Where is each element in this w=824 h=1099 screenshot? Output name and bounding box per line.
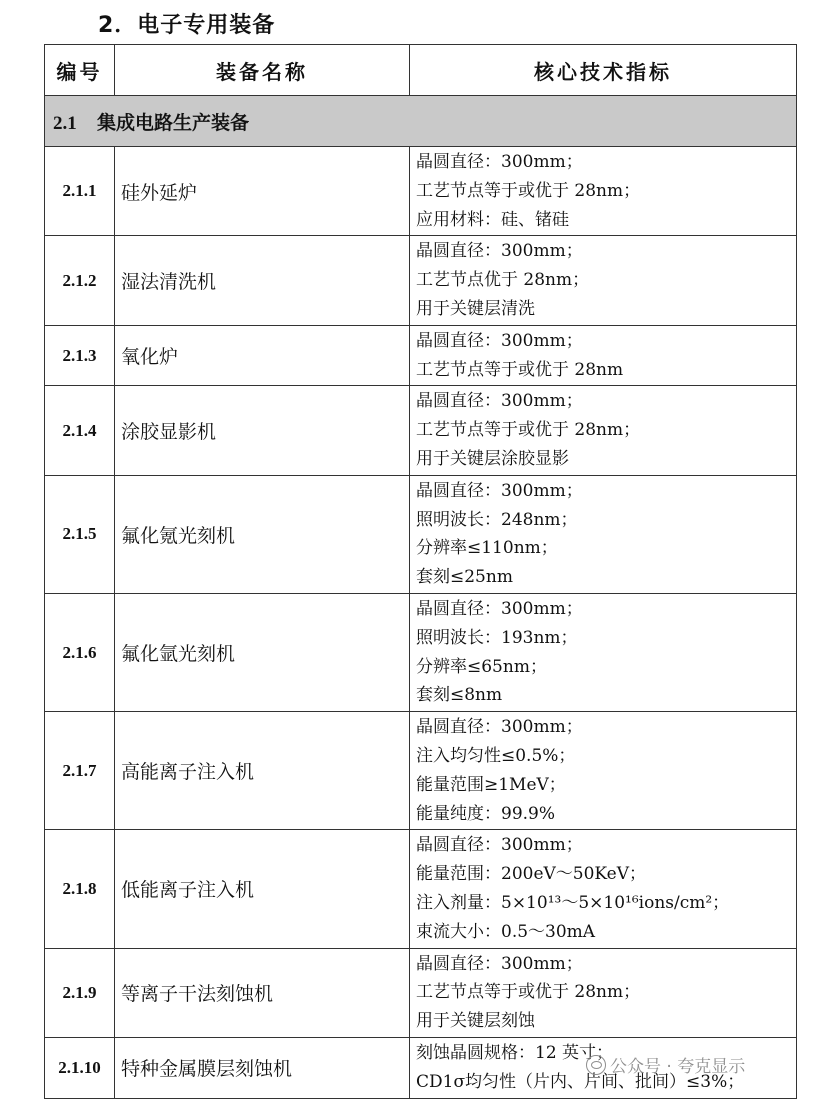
equipment-table [44, 44, 797, 1099]
row-specs [410, 593, 797, 711]
row-specs [410, 712, 797, 830]
spec-line: 分辨率≤65nm； [416, 656, 547, 677]
row-number: 2.1.10 [45, 1037, 115, 1098]
table-row [45, 712, 797, 830]
row-specs [410, 386, 797, 475]
row-number: 2.1.4 [45, 386, 115, 475]
spec-line: 用于关键层涂胶显影 [416, 448, 569, 469]
row-number: 2.1.7 [45, 712, 115, 830]
spec-line: 能量范围≥1MeV； [416, 774, 566, 795]
spec-line: 工艺节点优于 28nm； [416, 270, 590, 291]
spec-line: 用于关键层清洗 [416, 298, 535, 319]
spec-line: 照明波长：193nm； [416, 627, 578, 648]
row-equipment-name: 硅外延炉 [115, 147, 410, 236]
table-row [45, 386, 797, 475]
row-number: 2.1.8 [45, 830, 115, 948]
spec-line: 工艺节点等于或优于 28nm； [416, 180, 641, 201]
header-core-specs: 核心技术指标 [410, 45, 797, 96]
group-number: 2.1 [53, 112, 77, 134]
row-equipment-name: 低能离子注入机 [115, 830, 410, 948]
group-cell [45, 96, 797, 147]
spec-line: 工艺节点等于或优于 28nm [416, 359, 624, 380]
table-row [45, 325, 797, 386]
row-number: 2.1.1 [45, 147, 115, 236]
row-equipment-name: 湿法清洗机 [115, 236, 410, 325]
row-equipment-name: 特种金属膜层刻蚀机 [115, 1037, 410, 1098]
spec-line: 晶圆直径：300mm； [416, 152, 583, 172]
row-number: 2.1.2 [45, 236, 115, 325]
row-specs [410, 948, 797, 1037]
spec-line: 用于关键层刻蚀 [416, 1011, 535, 1032]
spec-line: 晶圆直径：300mm； [416, 598, 583, 619]
spec-line: 套刻≤25nm [416, 567, 513, 588]
row-equipment-name: 氟化氪光刻机 [115, 475, 410, 593]
spec-line: 工艺节点等于或优于 28nm； [416, 982, 641, 1003]
spec-line: 晶圆直径：300mm； [416, 241, 583, 262]
spec-line: 晶圆直径：300mm； [416, 717, 583, 738]
row-number: 2.1.6 [45, 593, 115, 711]
spec-line: 分辨率≤110nm； [416, 538, 558, 559]
row-specs [410, 830, 797, 948]
spec-line: 注入均匀性≤0.5%； [416, 745, 576, 766]
row-specs [410, 147, 797, 236]
row-number: 2.1.3 [45, 325, 115, 386]
spec-line: 套刻≤8nm [416, 685, 503, 706]
table-row [45, 830, 797, 948]
spec-line: 晶圆直径：300mm； [416, 480, 583, 501]
watermark-text: 公众号 · 夸克显示 [610, 1057, 746, 1077]
spec-line: CD1σ均匀性（片内、片间、批间）≤3%； [416, 1071, 745, 1092]
row-equipment-name: 高能离子注入机 [115, 712, 410, 830]
spec-line: 刻蚀晶圆规格：12 英寸； [416, 1042, 614, 1063]
table-row [45, 475, 797, 593]
spec-line: 束流大小：0.5～30mA [416, 921, 596, 942]
header-number: 编号 [45, 45, 115, 96]
spec-line: 晶圆直径：300mm； [416, 835, 583, 856]
spec-line: 应用材料：硅、锗硅 [416, 209, 569, 230]
wechat-icon [586, 1055, 606, 1075]
row-equipment-name: 氟化氩光刻机 [115, 593, 410, 711]
spec-line: 晶圆直径：300mm； [416, 953, 583, 974]
row-number: 2.1.9 [45, 948, 115, 1037]
row-specs [410, 475, 797, 593]
section-title: 2．电子专用装备 [98, 13, 276, 38]
row-equipment-name: 氧化炉 [115, 325, 410, 386]
watermark [586, 1052, 745, 1077]
row-specs [410, 325, 797, 386]
spec-line: 晶圆直径：300mm； [416, 330, 583, 351]
row-equipment-name: 涂胶显影机 [115, 386, 410, 475]
group-row [45, 96, 797, 147]
table-row [45, 593, 797, 711]
group-name: 集成电路生产装备 [97, 111, 250, 134]
spec-line: 能量范围：200eV～50KeV； [416, 864, 646, 885]
row-equipment-name: 等离子干法刻蚀机 [115, 948, 410, 1037]
table-row [45, 236, 797, 325]
table-row [45, 147, 797, 236]
row-specs [410, 236, 797, 325]
spec-line: 能量纯度：99.9% [416, 803, 556, 824]
table-row [45, 948, 797, 1037]
table-header-row [45, 45, 797, 96]
spec-line: 工艺节点等于或优于 28nm； [416, 420, 641, 441]
row-number: 2.1.5 [45, 475, 115, 593]
spec-line: 照明波长：248nm； [416, 509, 578, 530]
spec-line: 晶圆直径：300mm； [416, 391, 583, 412]
spec-line: 注入剂量：5×10¹³～5×10¹⁶ions/cm²； [416, 892, 730, 913]
header-equipment-name: 装备名称 [115, 45, 410, 96]
